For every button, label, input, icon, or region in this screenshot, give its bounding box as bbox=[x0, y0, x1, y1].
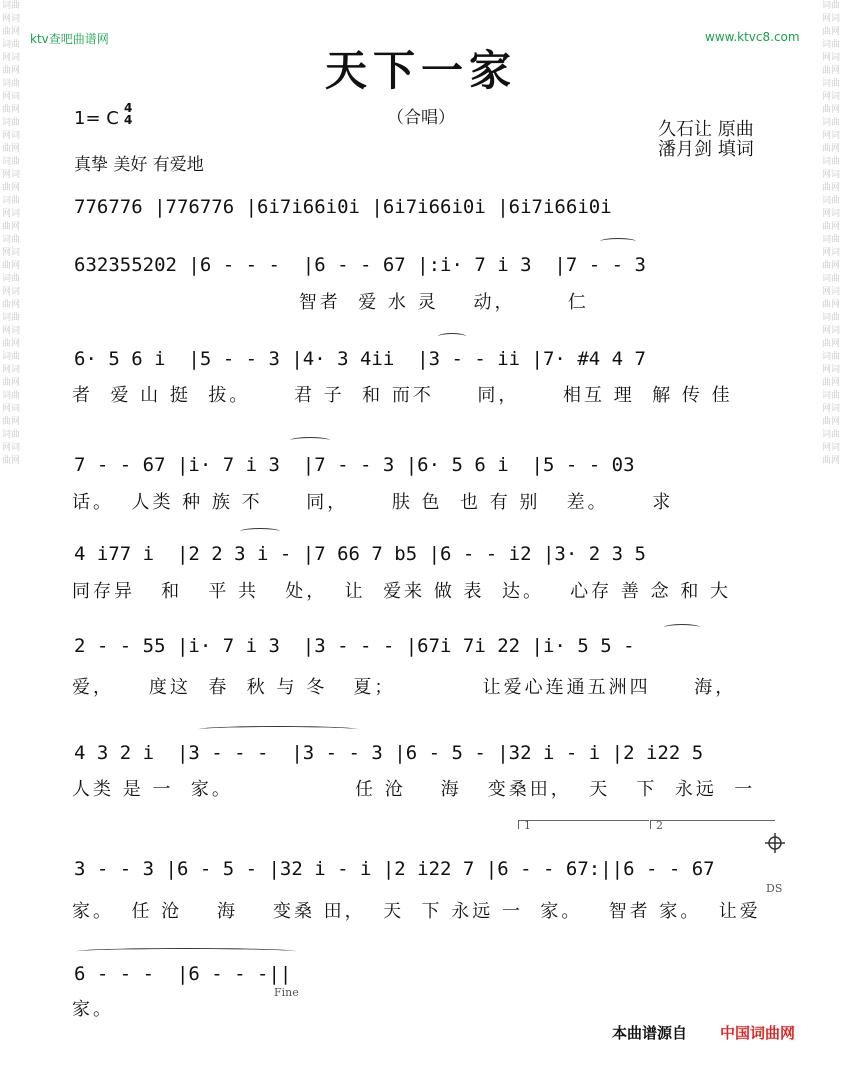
footer-source-label: 本曲谱源自 bbox=[612, 1024, 688, 1042]
slur bbox=[600, 238, 636, 245]
slur bbox=[664, 624, 700, 631]
notation-row-9: 6 - - - |6 - - -|| bbox=[74, 963, 292, 985]
lyrics-row-6: 爱， 度这 春 秋 与 冬 夏； 让爱心连通五洲四 海， bbox=[72, 677, 737, 698]
notation-row-7: 4 3 2 i |3 - - - |3 - - 3 |6 - 5 - |32 i - i |2 i22 5 bbox=[74, 742, 704, 764]
notation-row-1: 776776 |776776 |6i7i66i0i |6i7i66i0i |6i7i66i0i bbox=[74, 196, 612, 218]
site-label-left[interactable]: ktv查吧曲谱网 bbox=[30, 32, 109, 46]
key-signature: 1= C bbox=[74, 108, 119, 129]
lyrics-row-7: 人类 是 一 家。 任 沧 海 变桑田， 天 下 永远 一 bbox=[72, 779, 756, 800]
site-label-right[interactable]: www.ktvc8.com bbox=[705, 30, 800, 44]
slur bbox=[438, 333, 466, 340]
volta-second-label: 2 bbox=[656, 819, 663, 832]
volta-first-label: 1 bbox=[524, 819, 531, 832]
lyrics-row-2: 智者 爱 水 灵 动， 仁 bbox=[72, 292, 589, 313]
expression-mark: 真挚 美好 有爱地 bbox=[74, 155, 204, 175]
composer-credit: 久石让 原曲 bbox=[658, 119, 754, 140]
slur bbox=[240, 528, 280, 535]
slur bbox=[290, 437, 330, 444]
volta-first-bracket bbox=[518, 820, 649, 829]
song-title: 天下一家 bbox=[324, 46, 517, 95]
notation-row-4: 7 - - 67 |i· 7 i 3 |7 - - 3 |6· 5 6 i |5 - - 03 bbox=[74, 454, 635, 476]
slur bbox=[76, 948, 296, 955]
song-subtitle: （合唱） bbox=[387, 108, 455, 128]
lyrics-row-9: 家。 bbox=[72, 999, 114, 1020]
lyrics-row-8: 家。 任 沧 海 变桑 田， 天 下 永远 一 家。 智者 家。 让爱 bbox=[72, 901, 761, 922]
watermark-right: 词曲网词曲网词曲网词曲网词曲网词曲网词曲网词曲网词曲网词曲网词曲网词曲网词曲网词曲网词曲网词曲网词曲网词曲网词曲网词曲网词曲网词曲网词曲网词曲网 bbox=[822, 1, 840, 466]
time-top: 4 bbox=[124, 101, 133, 115]
time-bottom: 4 bbox=[124, 113, 133, 127]
notation-row-8: 3 - - 3 |6 - 5 - |32 i - i |2 i22 7 |6 - - 67:||6 - - 67 bbox=[74, 858, 715, 880]
notation-row-5: 4 i77 i |2 2 3 i - |7 66 7 b5 |6 - - i2 |3· 2 3 5 bbox=[74, 543, 646, 565]
slur bbox=[198, 726, 358, 733]
volta-second-bracket bbox=[650, 820, 775, 829]
lyrics-row-4: 话。 人类 种 族 不 同， 肤 色 也 有 别 差。 求 bbox=[72, 492, 674, 513]
lyrics-row-3: 者 爱 山 挺 拔。 君 子 和 而不 同， 相互 理 解 传 佳 bbox=[72, 385, 733, 406]
fine-mark: Fine bbox=[274, 986, 299, 999]
watermark-left: 词曲网词曲网词曲网词曲网词曲网词曲网词曲网词曲网词曲网词曲网词曲网词曲网词曲网词曲网词曲网词曲网词曲网词曲网词曲网词曲网词曲网词曲网词曲网词曲网 bbox=[2, 1, 20, 466]
lyrics-row-5: 同存异 和 平 共 处， 让 爱来 做 表 达。 心存 善 念 和 大 bbox=[72, 581, 732, 602]
time-signature bbox=[124, 102, 132, 126]
coda-icon bbox=[764, 832, 786, 854]
notation-row-2: 632355202 |6 - - - |6 - - 67 |:i· 7 i 3 |7 - - 3 bbox=[74, 254, 646, 276]
notation-row-3: 6· 5 6 i |5 - - 3 |4· 3 4ii |3 - - ii |7· #4 4 7 bbox=[74, 348, 646, 370]
ds-mark: DS bbox=[766, 882, 783, 895]
lyricist-credit: 潘月剑 填词 bbox=[658, 139, 754, 160]
notation-row-6: 2 - - 55 |i· 7 i 3 |3 - - - |67i 7i 22 |i· 5 5 - bbox=[74, 635, 635, 657]
footer-site-link[interactable]: 中国词曲网 bbox=[720, 1024, 796, 1042]
